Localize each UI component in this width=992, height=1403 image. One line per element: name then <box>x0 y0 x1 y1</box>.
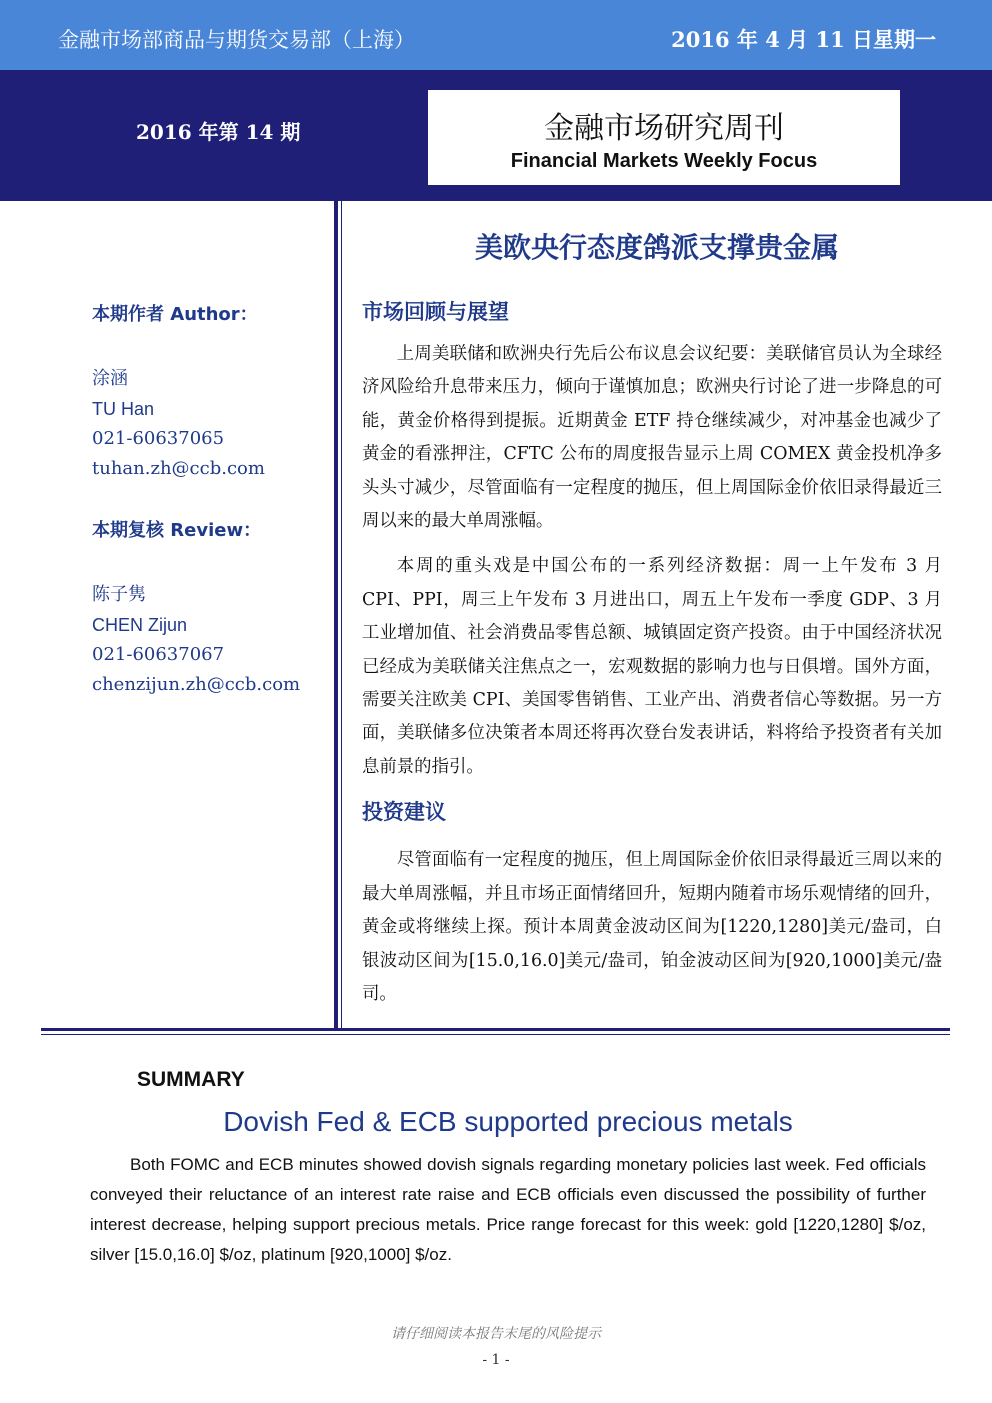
section-market-review-heading: 市场回顾与展望 <box>362 300 509 324</box>
reviewer-name-cn: 陈子隽 <box>92 584 146 605</box>
issue-number: 2016 年第 14 期 <box>136 120 301 144</box>
reviewer-phone: 021-60637067 <box>92 644 225 665</box>
publication-title-box <box>428 90 900 185</box>
article-title: 美欧央行态度鸽派支撑贵金属 <box>474 231 839 264</box>
summary-label: SUMMARY <box>137 1068 245 1091</box>
review-heading: 本期复核 Review： <box>92 520 262 541</box>
author-name-en: TU Han <box>92 399 155 419</box>
risk-note: 请仔细阅读本报告末尾的风险提示 <box>391 1326 601 1342</box>
top-header-bar <box>0 0 992 70</box>
column-divider <box>334 201 338 1028</box>
reviewer-email[interactable]: chenzijun.zh@ccb.com <box>92 674 301 695</box>
author-email[interactable]: tuhan.zh@ccb.com <box>92 458 265 479</box>
market-review-paragraph-1: 上周美联储和欧洲央行先后公布议息会议纪要：美联储官员认为全球经济风险给升息带来压力，倾向于谨慎加息；欧洲央行讨论了进一步降息的可能，黄金价格得到提振。近期黄金 ETF 持仓继续减少，对冲基金也减少了黄金的看涨押注，CFTC 公布的周度报告显示上周 COMEX 黄金投机净多头头寸减少，尽管面临有一定程度的抛压，但上周国际金价依旧录得最近三周以来的最大单周涨幅。 <box>362 344 942 532</box>
author-phone: 021-60637065 <box>92 428 225 449</box>
column-divider-thin <box>341 201 342 1028</box>
summary-text: Both FOMC and ECB minutes showed dovish signals regarding monetary policies last week. Fed officials conveyed their reluctance of an interest rate raise and ECB officials even discussed the possibility of further interest decrease, helping support precious metals. Price range forecast for this week: gold [1220,1280] $/oz, silver [15.0,16.0] $/oz, platinum [920,1000] $/oz. <box>90 1155 926 1264</box>
department-name: 金融市场部商品与期货交易部（上海） <box>58 28 415 52</box>
page-number: - 1 - <box>482 1352 510 1368</box>
main-article <box>362 226 942 1011</box>
publication-title-cn: 金融市场研究周刊 <box>544 111 784 146</box>
market-review-paragraph-2: 本周的重头戏是中国公布的一系列经济数据：周一上午发布 3 月 CPI、PPI，周三上午发布 3 月进出口，周五上午发布一季度 GDP、3 月工业增加值、社会消费品零售总额、城镇固定资产投资。由于中国经济状况已经成为美联储关注焦点之一，宏观数据的影响力也与日俱增。国外方面，需要关注欧美 CPI、美国零售销售、工业产出、消费者信心等数据。另一方面，美联储多位决策者本周还将再次登台发表讲话，料将给予投资者有关加息前景的指引。 <box>362 556 942 777</box>
section-divider-thin <box>41 1034 950 1035</box>
summary-title: Dovish Fed & ECB supported precious metals <box>223 1106 793 1137</box>
author-name-cn: 涂涵 <box>92 368 128 389</box>
section-divider <box>41 1028 950 1031</box>
publication-title-en: Financial Markets Weekly Focus <box>510 150 818 172</box>
section-investment-advice-heading: 投资建议 <box>362 800 446 825</box>
report-date: 2016 年 4 月 11 日星期一 <box>671 27 936 52</box>
investment-advice-paragraph: 尽管面临有一定程度的抛压，但上周国际金价依旧录得最近三周以来的最大单周涨幅，并且市场正面情绪回升，短期内随着市场乐观情绪的回升，黄金或将继续上探。预计本周黄金波动区间为[1220,1280]美元/盎司，白银波动区间为[15.0,16.0]美元/盎司，铂金波动区间为[920,1000]美元/盎司。 <box>362 850 942 1004</box>
author-sidebar <box>92 300 327 700</box>
reviewer-name-en: CHEN Zijun <box>92 615 188 635</box>
masthead-banner <box>0 70 992 201</box>
author-heading: 本期作者 Author： <box>92 304 258 325</box>
